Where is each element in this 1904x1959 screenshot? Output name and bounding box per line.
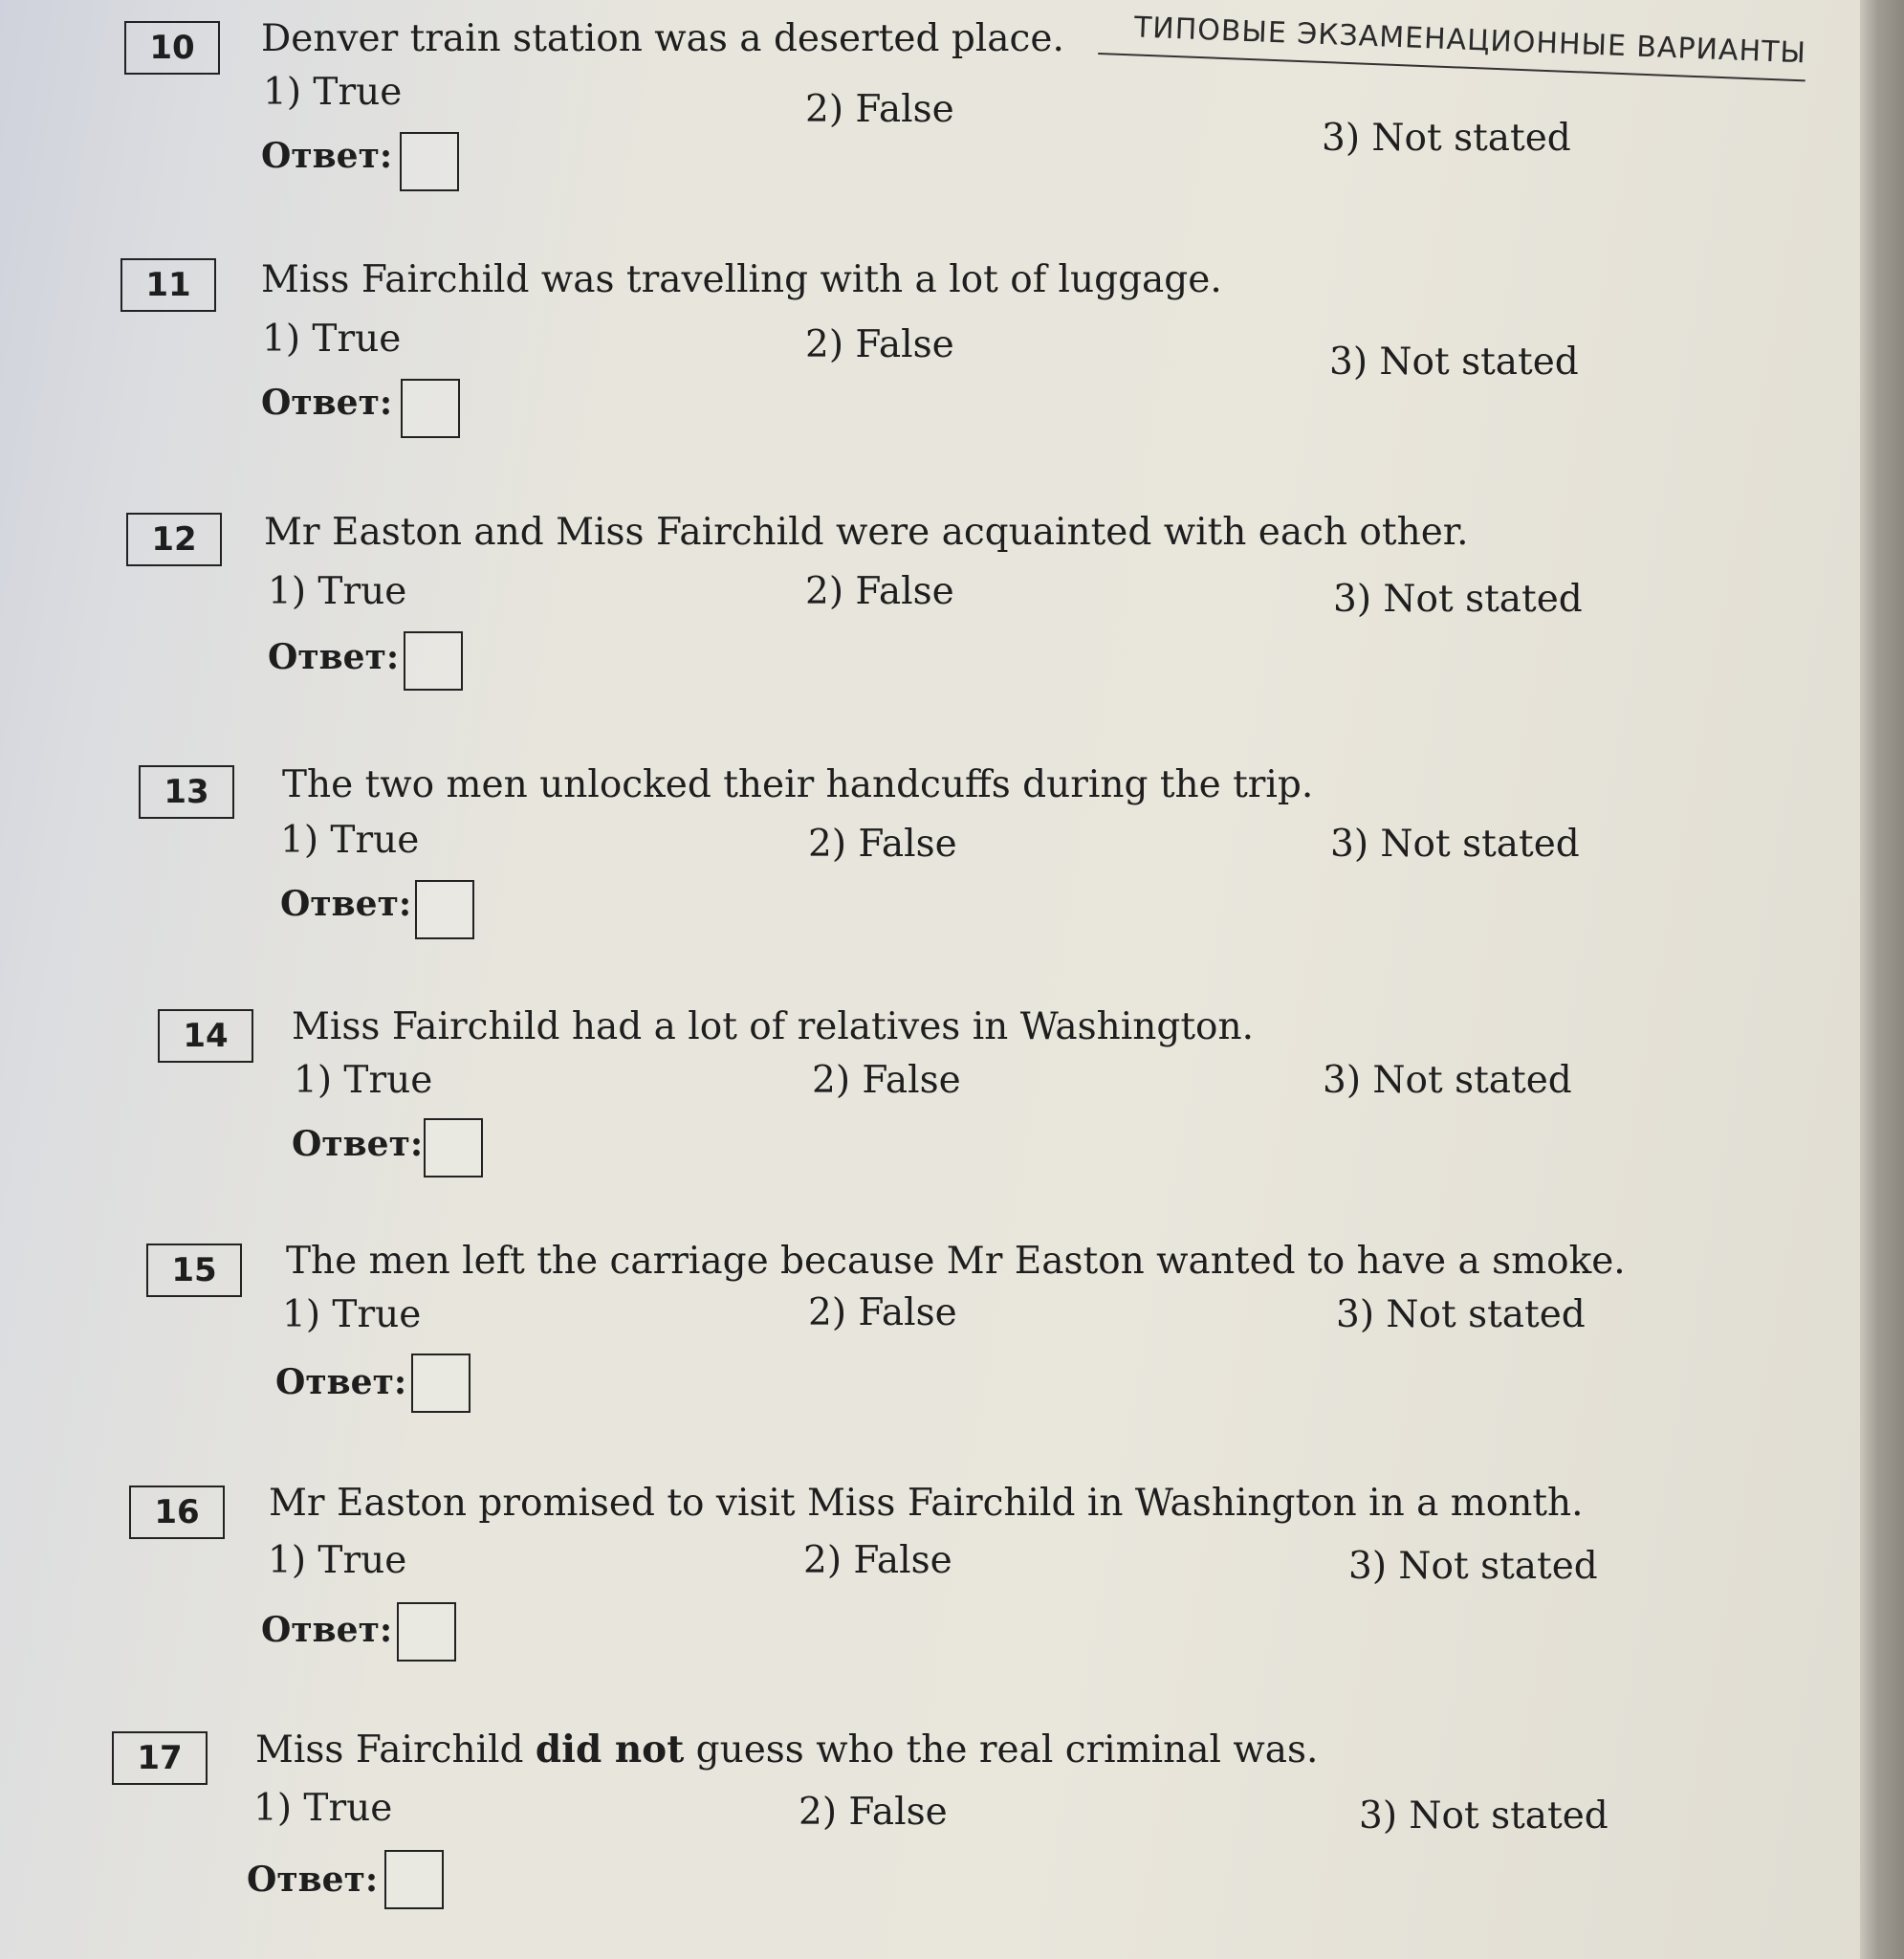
option-false[interactable]: 2) False bbox=[805, 88, 954, 131]
option-not-stated[interactable]: 3) Not stated bbox=[1323, 1059, 1572, 1102]
answer-box[interactable] bbox=[397, 1602, 456, 1662]
option-false[interactable]: 2) False bbox=[812, 1059, 961, 1102]
option-not-stated[interactable]: 3) Not stated bbox=[1330, 823, 1580, 866]
option-not-stated[interactable]: 3) Not stated bbox=[1336, 1293, 1586, 1336]
question-number: 11 bbox=[120, 258, 216, 312]
option-false[interactable]: 2) False bbox=[805, 570, 954, 613]
answer-box[interactable] bbox=[424, 1118, 483, 1178]
option-true[interactable]: 1) True bbox=[268, 570, 407, 613]
option-not-stated[interactable]: 3) Not stated bbox=[1322, 117, 1571, 160]
answer-box[interactable] bbox=[404, 631, 463, 691]
option-true[interactable]: 1) True bbox=[253, 1787, 393, 1830]
option-true[interactable]: 1) True bbox=[268, 1539, 407, 1582]
option-false[interactable]: 2) False bbox=[808, 1291, 957, 1334]
option-false[interactable]: 2) False bbox=[808, 823, 957, 866]
answer-label: Ответ: bbox=[275, 1362, 407, 1402]
answer-label: Ответ: bbox=[261, 136, 393, 176]
answer-label: Ответ: bbox=[261, 383, 393, 423]
question-number: 15 bbox=[146, 1244, 242, 1297]
running-header: ТИПОВЫЕ ЭКЗАМЕНАЦИОННЫЕ ВАРИАНТЫ bbox=[1098, 10, 1806, 81]
statement-end: guess who the real criminal was. bbox=[684, 1728, 1319, 1772]
statement-emphasis: did not bbox=[535, 1728, 685, 1772]
question-number: 16 bbox=[129, 1486, 225, 1539]
question-statement: Mr Easton and Miss Fairchild were acquainted with each other. bbox=[264, 511, 1469, 554]
question-number: 12 bbox=[126, 513, 222, 566]
option-not-stated[interactable]: 3) Not stated bbox=[1333, 578, 1583, 621]
answer-label: Ответ: bbox=[280, 884, 412, 924]
answer-box[interactable] bbox=[401, 379, 460, 438]
answer-label: Ответ: bbox=[261, 1610, 393, 1650]
question-statement: Mr Easton promised to visit Miss Fairchild in Washington in a month. bbox=[269, 1482, 1584, 1525]
option-true[interactable]: 1) True bbox=[294, 1059, 433, 1102]
option-false[interactable]: 2) False bbox=[799, 1791, 948, 1834]
option-true[interactable]: 1) True bbox=[262, 318, 402, 361]
answer-label: Ответ: bbox=[292, 1124, 424, 1164]
question-statement: Miss Fairchild had a lot of relatives in Washington. bbox=[292, 1005, 1255, 1048]
question-statement: The men left the carriage because Mr Easton wanted to have a smoke. bbox=[286, 1240, 1626, 1283]
question-statement bbox=[255, 1728, 1318, 1772]
option-not-stated[interactable]: 3) Not stated bbox=[1359, 1794, 1609, 1838]
answer-box[interactable] bbox=[415, 880, 474, 939]
option-true[interactable]: 1) True bbox=[280, 819, 420, 862]
answer-label: Ответ: bbox=[247, 1860, 379, 1900]
answer-box[interactable] bbox=[400, 132, 459, 191]
question-number: 17 bbox=[112, 1731, 208, 1785]
question-number: 10 bbox=[124, 21, 220, 75]
option-false[interactable]: 2) False bbox=[805, 323, 954, 366]
question-number: 14 bbox=[158, 1009, 253, 1063]
answer-box[interactable] bbox=[384, 1850, 444, 1909]
option-not-stated[interactable]: 3) Not stated bbox=[1348, 1545, 1598, 1588]
answer-label: Ответ: bbox=[268, 637, 400, 677]
answer-box[interactable] bbox=[411, 1354, 471, 1413]
question-statement: Denver train station was a deserted place. bbox=[261, 17, 1064, 60]
page-edge bbox=[1860, 0, 1904, 1959]
question-statement: The two men unlocked their handcuffs during the trip. bbox=[282, 763, 1314, 806]
option-not-stated[interactable]: 3) Not stated bbox=[1329, 341, 1579, 384]
question-statement: Miss Fairchild was travelling with a lot of luggage. bbox=[261, 258, 1222, 301]
option-true[interactable]: 1) True bbox=[263, 71, 403, 114]
option-true[interactable]: 1) True bbox=[282, 1293, 422, 1336]
question-number: 13 bbox=[139, 765, 234, 819]
option-false[interactable]: 2) False bbox=[803, 1539, 952, 1582]
statement-start: Miss Fairchild bbox=[255, 1728, 536, 1772]
